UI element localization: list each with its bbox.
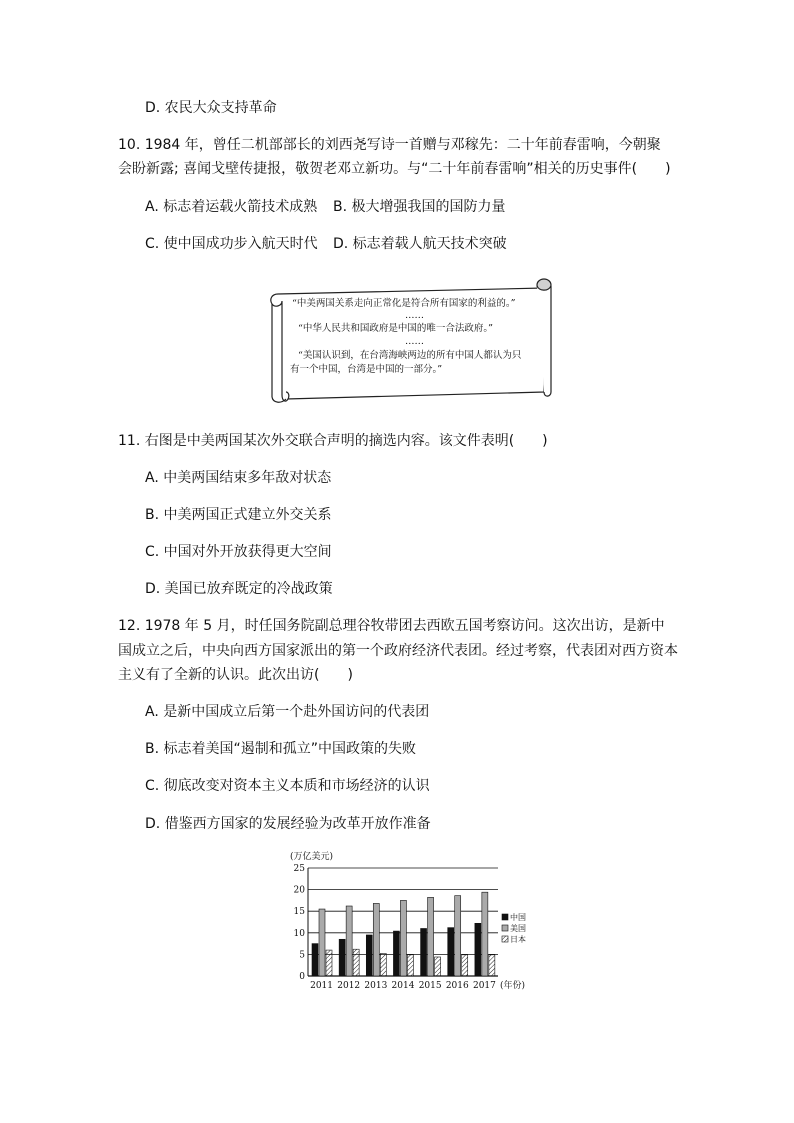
bar-美国-2012 <box>346 906 352 976</box>
q10-option-c: C. 使中国成功步入航天时代 <box>145 236 318 252</box>
bar-日本-2012 <box>353 949 359 976</box>
y-tick-label: 25 <box>293 864 305 874</box>
bar-中国-2012 <box>339 939 345 976</box>
bar-日本-2014 <box>407 955 413 976</box>
legend-swatch-美国 <box>502 925 508 931</box>
q10-stem-line1: 10. 1984 年，曾任二机部部长的刘西尧写诗一首赠与邓稼先：二十年前春雷响，今朝聚 <box>118 137 661 153</box>
bar-美国-2013 <box>373 903 379 976</box>
q10-option-d: D. 标志着载人航天技术突破 <box>333 236 507 252</box>
legend-label-中国: 中国 <box>510 913 526 922</box>
y-tick-label: 15 <box>293 907 305 918</box>
q11-option-b: B. 中美两国正式建立外交关系 <box>145 507 332 523</box>
q11-option-a: A. 中美两国结束多年敌对状态 <box>145 470 332 486</box>
bar-美国-2014 <box>400 900 406 976</box>
legend-label-美国: 美国 <box>510 924 526 933</box>
bar-中国-2013 <box>366 935 372 976</box>
q9-option-d: D. 农民大众支持革命 <box>145 100 277 116</box>
q10-option-a: A. 标志着运载火箭技术成熟 <box>145 199 318 215</box>
q12-option-b: B. 标志着美国“遏制和孤立”中国政策的失败 <box>145 741 417 757</box>
q12-option-a: A. 是新中国成立后第一个赴外国访问的代表团 <box>145 704 430 720</box>
q12-stem-line2: 国成立之后，中央向西方国家派出的第一个政府经济代表团。经过考察，代表团对西方资本 <box>118 643 678 659</box>
q12-stem-line1: 12. 1978 年 5 月，时任国务院副总理谷牧带团去西欧五国考察访问。这次出访，是新中 <box>118 618 665 634</box>
y-tick-label: 5 <box>299 950 305 961</box>
bar-中国-2016 <box>448 928 454 976</box>
bar-中国-2017 <box>475 923 481 976</box>
scroll-line-4: 有一个中国，台湾是中国的一部分。” <box>290 364 443 375</box>
bar-美国-2011 <box>319 909 325 976</box>
bar-中国-2014 <box>393 931 399 976</box>
q12-stem-line3: 主义有了全新的认识。此次出访( ) <box>118 667 353 683</box>
q12-option-c: C. 彻底改变对资本主义本质和市场经济的认识 <box>145 778 430 794</box>
x-axis-unit-label: (年份) <box>500 981 526 991</box>
bar-日本-2015 <box>435 957 441 976</box>
x-tick-label: 2014 <box>391 981 415 991</box>
bar-日本-2017 <box>489 955 495 976</box>
treaty-scroll-figure <box>268 277 554 405</box>
gdp-bar-chart-svg <box>288 848 533 993</box>
q10-stem-line2: 会盼新露; 喜闻戈壁传捷报，敬贺老邓立新功。与“二十年前春雷响”相关的历史事件( ) <box>118 161 671 177</box>
x-tick-label: 2012 <box>337 981 361 991</box>
y-tick-label: 20 <box>293 885 305 896</box>
x-tick-label: 2017 <box>472 981 496 991</box>
bar-日本-2016 <box>462 955 468 976</box>
x-tick-label: 2015 <box>418 981 442 991</box>
q11-stem: 11. 右图是中美两国某次外交联合声明的摘选内容。该文件表明( ) <box>118 433 548 449</box>
q11-option-d: D. 美国已放弃既定的冷战政策 <box>145 581 333 597</box>
gdp-bar-chart <box>288 848 533 993</box>
bar-日本-2013 <box>380 954 386 976</box>
legend-label-日本: 日本 <box>510 935 526 944</box>
scroll-line-3: “美国认识到，在台湾海峡两边的所有中国人都认为只 <box>298 350 522 361</box>
legend-swatch-日本 <box>502 936 508 942</box>
legend-swatch-中国 <box>502 914 508 920</box>
scroll-ellipsis-1: …… <box>405 310 424 321</box>
bar-日本-2011 <box>326 950 332 976</box>
x-tick-label: 2013 <box>364 981 388 991</box>
q10-option-b: B. 极大增强我国的国防力量 <box>333 199 506 215</box>
x-tick-label: 2011 <box>310 981 334 991</box>
y-axis-unit-label: (万亿美元) <box>290 852 334 862</box>
bar-中国-2015 <box>421 928 427 976</box>
x-tick-label: 2016 <box>445 981 469 991</box>
y-tick-label: 10 <box>293 928 305 939</box>
scroll-line-1: “中美两国关系走向正常化是符合所有国家的利益的。” <box>292 298 516 309</box>
scroll-line-2: “中华人民共和国政府是中国的唯一合法政府。” <box>298 323 493 334</box>
bar-美国-2017 <box>482 892 488 976</box>
q12-option-d: D. 借鉴西方国家的发展经验为改革开放作准备 <box>145 816 431 832</box>
scroll-ellipsis-2: …… <box>405 336 424 347</box>
bar-美国-2015 <box>428 897 434 976</box>
y-tick-label: 0 <box>299 972 305 982</box>
q11-option-c: C. 中国对外开放获得更大空间 <box>145 544 332 560</box>
bar-美国-2016 <box>455 896 461 976</box>
bar-中国-2011 <box>312 944 318 976</box>
